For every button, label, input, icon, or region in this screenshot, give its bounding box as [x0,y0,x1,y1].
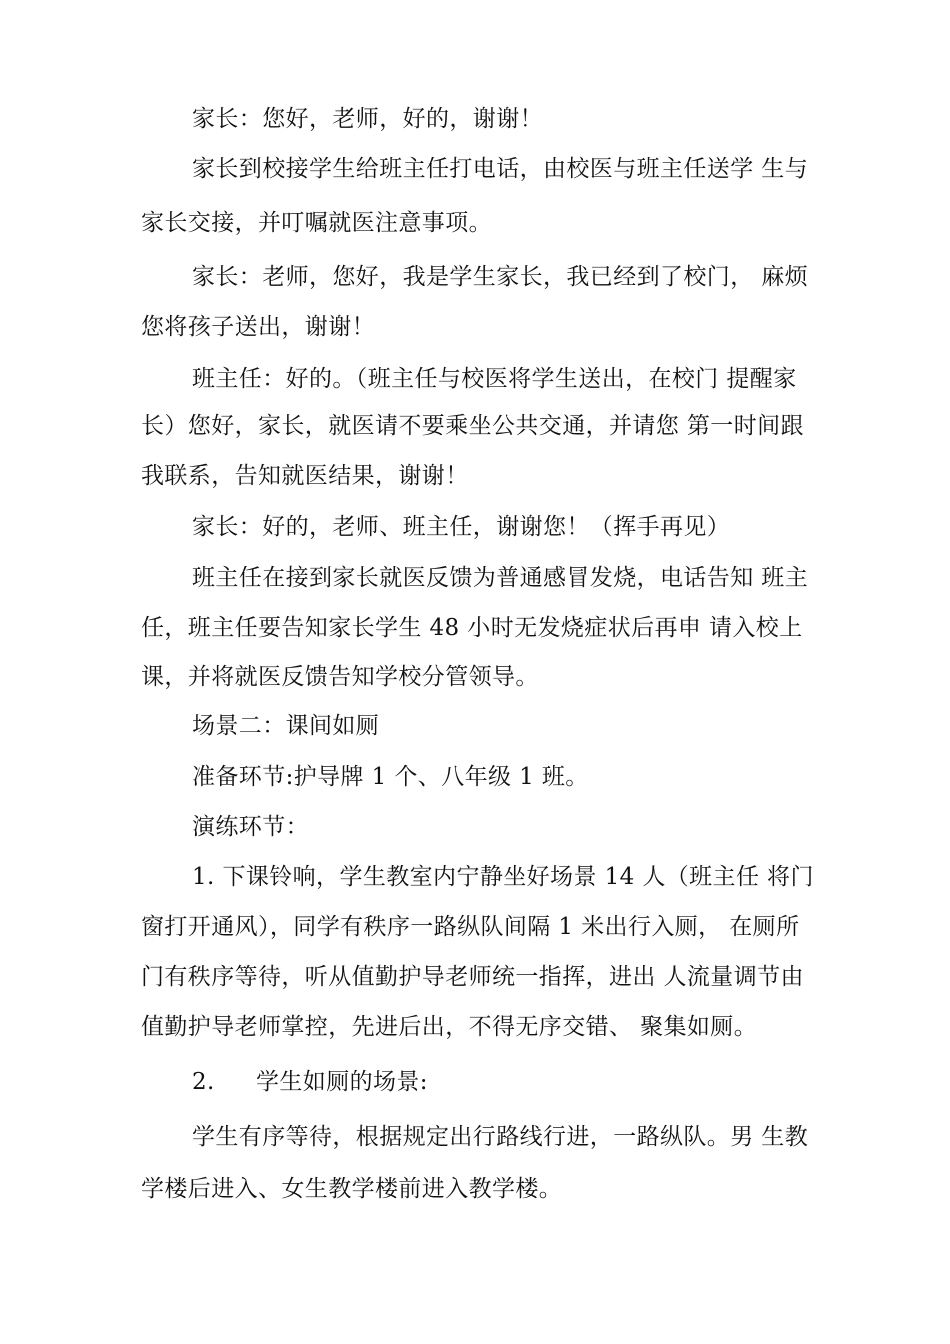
paragraph-line: 班主任在接到家长就医反馈为普通感冒发烧，电话告知 班主 [192,565,809,591]
list-item-line: 门有秩序等待，听从值勤护导老师统一指挥，进出 人流量调节由 [141,964,804,990]
paragraph-line: 家长交接，并叮嘱就医注意事项。 [141,210,492,236]
paragraph-line: 家长到校接学生给班主任打电话，由校医与班主任送学 生与 [192,156,809,182]
paragraph-line: 班主任：好的。（班主任与校医将学生送出，在校门 提醒家 [192,366,797,392]
section-heading: 场景二：课间如厕 [192,713,380,739]
paragraph-line: 家长：老师，您好，我是学生家长，我已经到了校门， 麻烦 [192,264,809,290]
paragraph-line: 准备环节:护导牌 1 个、八年级 1 班。 [192,764,589,790]
paragraph-line: 任，班主任要告知家长学生 48 小时无发烧症状后再申 请入校上 [141,615,803,641]
paragraph-line: 学生有序等待，根据规定出行路线行进，一路纵队。男 生教 [192,1124,809,1150]
list-item-2 [192,1067,872,1097]
paragraph-line: 长）您好，家长，就医请不要乘坐公共交通，并请您 第一时间跟 [141,413,804,439]
paragraph-line: 课，并将就医反馈告知学校分管领导。 [141,664,539,690]
paragraph-line: 家长：好的，老师、班主任，谢谢您！（挥手再见） [192,514,731,540]
list-item-line: 值勤护导老师掌控，先进后出，不得无序交错、 聚集如厕。 [141,1014,758,1040]
list-item-number: 2. [192,1069,215,1095]
list-item-line: 窗打开通风），同学有秩序一路纵队间隔 1 米出行入厕， 在厕所 [141,914,800,940]
list-item-line: 1. 下课铃响，学生教室内宁静坐好场景 14 人（班主任 将门 [192,864,814,890]
paragraph-line: 我联系，告知就医结果，谢谢！ [141,463,469,489]
paragraph-line: 家长：您好，老师，好的，谢谢！ [192,106,543,132]
paragraph-line: 学楼后进入、女生教学楼前进入教学楼。 [141,1176,563,1202]
paragraph-line: 您将孩子送出，谢谢！ [141,314,375,340]
list-item-text: 学生如厕的场景: [256,1069,428,1095]
paragraph-line: 演练环节： [192,814,309,840]
